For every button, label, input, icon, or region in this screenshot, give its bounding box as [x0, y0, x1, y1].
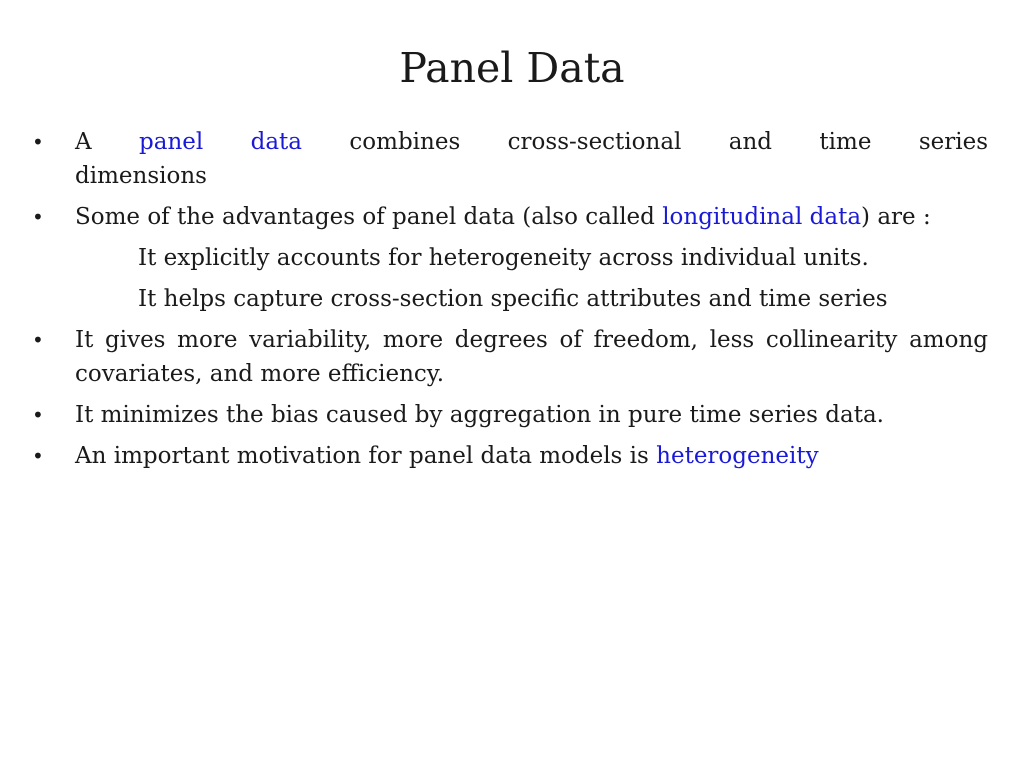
bullet-item-advantages	[30, 200, 988, 316]
bullet-text: It gives more variability, more degrees of freedom, less collinearity among covariates, and more efficiency.	[75, 327, 988, 387]
bullet-text: Some of the advantages of panel data (also called	[75, 204, 663, 230]
bullet-text: ) are :	[861, 204, 931, 230]
bullet-text: combines cross-sectional and time series	[302, 129, 989, 155]
highlight-term: panel data	[139, 129, 303, 155]
sub-item-heterogeneity: It explicitly accounts for heterogeneity across individual units.	[138, 245, 869, 271]
slide-title: Panel Data	[399, 44, 625, 92]
bullet-line	[75, 125, 988, 159]
bullet-list	[30, 125, 988, 473]
bullet-item-variability	[30, 323, 988, 391]
bullet-text: It minimizes the bias caused by aggregation in pure time series data.	[75, 402, 884, 428]
highlight-term: longitudinal	[662, 204, 803, 230]
bullet-text: An important motivation for panel data models is	[75, 443, 657, 469]
bullet-text: dimensions	[75, 163, 207, 189]
bullet-marker: •	[32, 205, 44, 229]
bullet-item-bias	[30, 398, 988, 432]
bullet-item-motivation	[30, 439, 988, 473]
highlight-term: heterogeneity	[656, 443, 819, 469]
slide-content	[30, 125, 988, 480]
bullet-marker: •	[32, 130, 44, 154]
bullet-marker: •	[32, 444, 44, 468]
sub-list	[75, 241, 988, 316]
bullet-marker: •	[32, 403, 44, 427]
bullet-item-panel-data	[30, 125, 988, 193]
highlight-term: data	[809, 204, 862, 230]
bullet-text: A	[75, 129, 140, 155]
bullet-marker: •	[32, 328, 44, 352]
sub-item-cross-section: It helps capture cross-section specific attributes and time series	[138, 286, 888, 312]
